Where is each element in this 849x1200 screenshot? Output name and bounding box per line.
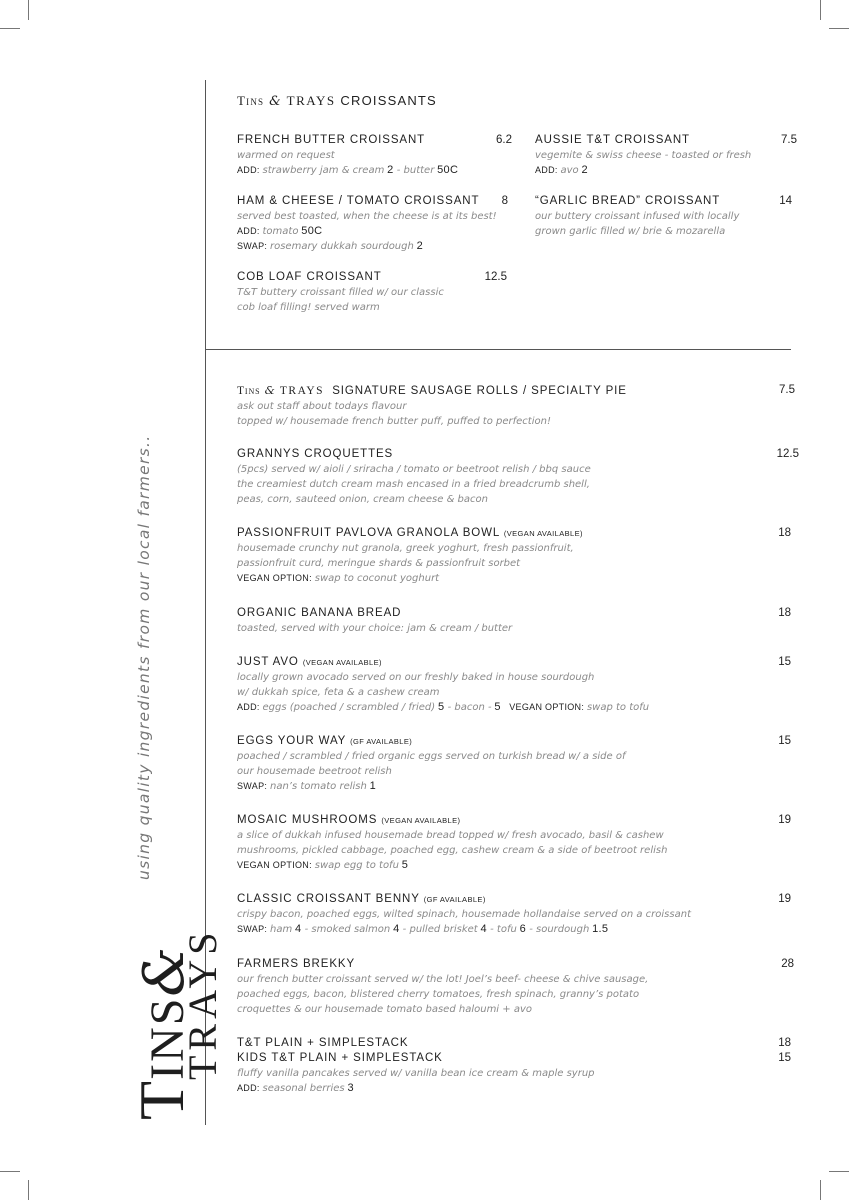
item-price: 18 <box>778 1037 791 1049</box>
item-description: housemade crunchy nut granola, greek yoghurt, fresh passionfruit, <box>237 543 574 554</box>
item-name: KIDS T&T PLAIN + SIMPLESTACK <box>237 1052 443 1064</box>
item-description: w/ dukkah spice, feta & a cashew cream <box>237 687 440 698</box>
item-price: 12.5 <box>776 448 799 460</box>
brand-tins: Tins <box>237 93 265 108</box>
logo-trays: TRAYS <box>180 927 225 1080</box>
item-price: 19 <box>778 893 791 905</box>
menu-item <box>237 655 791 715</box>
crop-mark <box>0 1171 20 1172</box>
item-price: 15 <box>778 735 791 747</box>
menu-item <box>237 813 791 873</box>
menu-item <box>237 447 799 507</box>
tagline: using quality ingredients from our local farmers.. <box>135 434 153 880</box>
crop-mark <box>0 28 20 29</box>
item-description: (5pcs) served w/ aioli / sriracha / tomato or beetroot relish / bbq sauce <box>237 464 591 475</box>
item-name: FRENCH BUTTER CROISSANT <box>237 134 426 146</box>
item-description: fluffy vanilla pancakes served w/ vanilla bean ice cream & maple syrup <box>237 1068 595 1079</box>
crop-mark <box>829 1171 849 1172</box>
add-option: ADD: seasonal berries 3 <box>237 1082 354 1094</box>
menu-item <box>237 734 791 794</box>
swap-option: SWAP: nan’s tomato relish 1 <box>237 780 377 792</box>
section-title-text: CROISSANTS <box>340 93 437 108</box>
item-name: MOSAIC MUSHROOMS (VEGAN AVAILABLE) <box>237 814 461 826</box>
menu-item <box>535 133 797 178</box>
add-option: ADD: eggs (poached / scrambled / fried) 5 - bacon - 5 VEGAN OPTION: swap to tofu <box>237 701 650 713</box>
item-description: grown garlic filled w/ brie & mozarella <box>535 226 726 237</box>
brand-trays: TRAYS <box>286 93 336 108</box>
item-description: topped w/ housemade french butter puff, puffed to perfection! <box>237 416 551 427</box>
item-description: locally grown avocado served on our freshly baked in house sourdough <box>237 672 595 683</box>
crop-mark <box>28 0 29 20</box>
logo-ampersand: & <box>132 946 197 997</box>
add-option: ADD: tomato 50C <box>237 225 323 237</box>
menu-item <box>237 606 791 636</box>
item-name: HAM & CHEESE / TOMATO CROISSANT <box>237 195 480 207</box>
item-name: T&T PLAIN + SIMPLESTACK <box>237 1037 409 1049</box>
brand-logo <box>125 927 225 1120</box>
add-option: ADD: avo 2 <box>535 164 588 176</box>
item-description: ask out staff about todays flavour <box>237 401 407 412</box>
item-description: our buttery croissant infused with locally <box>535 211 740 222</box>
item-price: 8 <box>501 195 508 207</box>
item-description: croquettes & our housemade tomato based haloumi + avo <box>237 1004 532 1015</box>
menu-item <box>535 194 792 239</box>
item-description: T&T buttery croissant filled w/ our classic <box>237 287 444 298</box>
item-price: 19 <box>778 814 791 826</box>
item-price: 15 <box>778 656 791 668</box>
croissants-section-title <box>237 93 437 109</box>
item-description: served best toasted, when the cheese is at its best! <box>237 211 497 222</box>
item-description: warmed on request <box>237 150 335 161</box>
item-price: 12.5 <box>484 271 507 283</box>
item-name: AUSSIE T&T CROISSANT <box>535 134 690 146</box>
item-description: cob loaf filling! served warm <box>237 302 380 313</box>
menu-item <box>237 383 795 429</box>
add-option: ADD: strawberry jam & cream 2 - butter 50C <box>237 164 459 176</box>
logo-tins: TINS <box>126 996 197 1120</box>
item-description: peas, corn, sauteed onion, cream cheese & bacon <box>237 494 488 505</box>
item-description: poached / scrambled / fried organic eggs served on turkish bread w/ a side of <box>237 751 626 762</box>
menu-item <box>237 1036 791 1096</box>
item-description: passionfruit curd, meringue shards & passionfruit sorbet <box>237 558 521 569</box>
item-price: 15 <box>778 1052 791 1064</box>
brand-ampersand: & <box>269 94 282 109</box>
item-price: 18 <box>778 607 791 619</box>
item-price: 7.5 <box>781 134 797 146</box>
item-price: 7.5 <box>779 384 795 396</box>
menu-item <box>237 526 791 586</box>
vegan-option: VEGAN OPTION: swap to coconut yoghurt <box>237 573 440 584</box>
item-description: vegemite & swiss cheese - toasted or fresh <box>535 150 752 161</box>
item-description: toasted, served with your choice: jam & cream / butter <box>237 623 513 634</box>
item-price: 14 <box>779 195 792 207</box>
item-name: CLASSIC CROISSANT BENNY (GF AVAILABLE) <box>237 893 486 905</box>
item-name: GRANNYS CROQUETTES <box>237 448 394 460</box>
item-price: 6.2 <box>496 134 512 146</box>
item-name: FARMERS BREKKY <box>237 958 356 970</box>
menu-item <box>237 194 508 254</box>
crop-mark <box>820 1180 821 1200</box>
item-price: 28 <box>781 958 794 970</box>
crop-mark <box>28 1180 29 1200</box>
item-description: our french butter croissant served w/ the lot! Joel’s beef- cheese & chive sausage, <box>237 974 649 985</box>
swap-option: SWAP: ham 4 - smoked salmon 4 - pulled brisket 4 - tofu 6 - sourdough 1.5 <box>237 923 609 935</box>
item-description: our housemade beetroot relish <box>237 766 392 777</box>
item-description: poached eggs, bacon, blistered cherry tomatoes, fresh spinach, granny’s potato <box>237 989 640 1000</box>
item-name: ORGANIC BANANA BREAD <box>237 607 402 619</box>
item-name: COB LOAF CROISSANT <box>237 271 382 283</box>
item-description: the creamiest dutch cream mash encased in a fried breadcrumb shell, <box>237 479 590 490</box>
swap-option: SWAP: rosemary dukkah sourdough 2 <box>237 240 424 252</box>
menu-item <box>237 270 507 315</box>
crop-mark <box>829 28 849 29</box>
item-name: JUST AVO (VEGAN AVAILABLE) <box>237 656 382 668</box>
item-description: mushrooms, pickled cabbage, poached egg, cashew cream & a side of beetroot relish <box>237 845 668 856</box>
menu-item <box>237 892 791 937</box>
item-name: PASSIONFRUIT PAVLOVA GRANOLA BOWL (VEGAN AVAILABLE) <box>237 527 583 539</box>
item-name: Tins & TRAYS SIGNATURE SAUSAGE ROLLS / SPECIALTY PIE <box>237 383 627 397</box>
menu-item <box>237 133 512 178</box>
item-description: crispy bacon, poached eggs, wilted spinach, housemade hollandaise served on a croissant <box>237 909 691 920</box>
item-name: “GARLIC BREAD” CROISSANT <box>535 195 721 207</box>
item-price: 18 <box>778 527 791 539</box>
section-divider <box>205 349 791 350</box>
vegan-option: VEGAN OPTION: swap egg to tofu 5 <box>237 859 409 871</box>
menu-item <box>237 957 794 1017</box>
crop-mark <box>820 0 821 20</box>
item-description: a slice of dukkah infused housemade bread topped w/ fresh avocado, basil & cashew <box>237 830 664 841</box>
item-name: EGGS YOUR WAY (GF AVAILABLE) <box>237 735 413 747</box>
